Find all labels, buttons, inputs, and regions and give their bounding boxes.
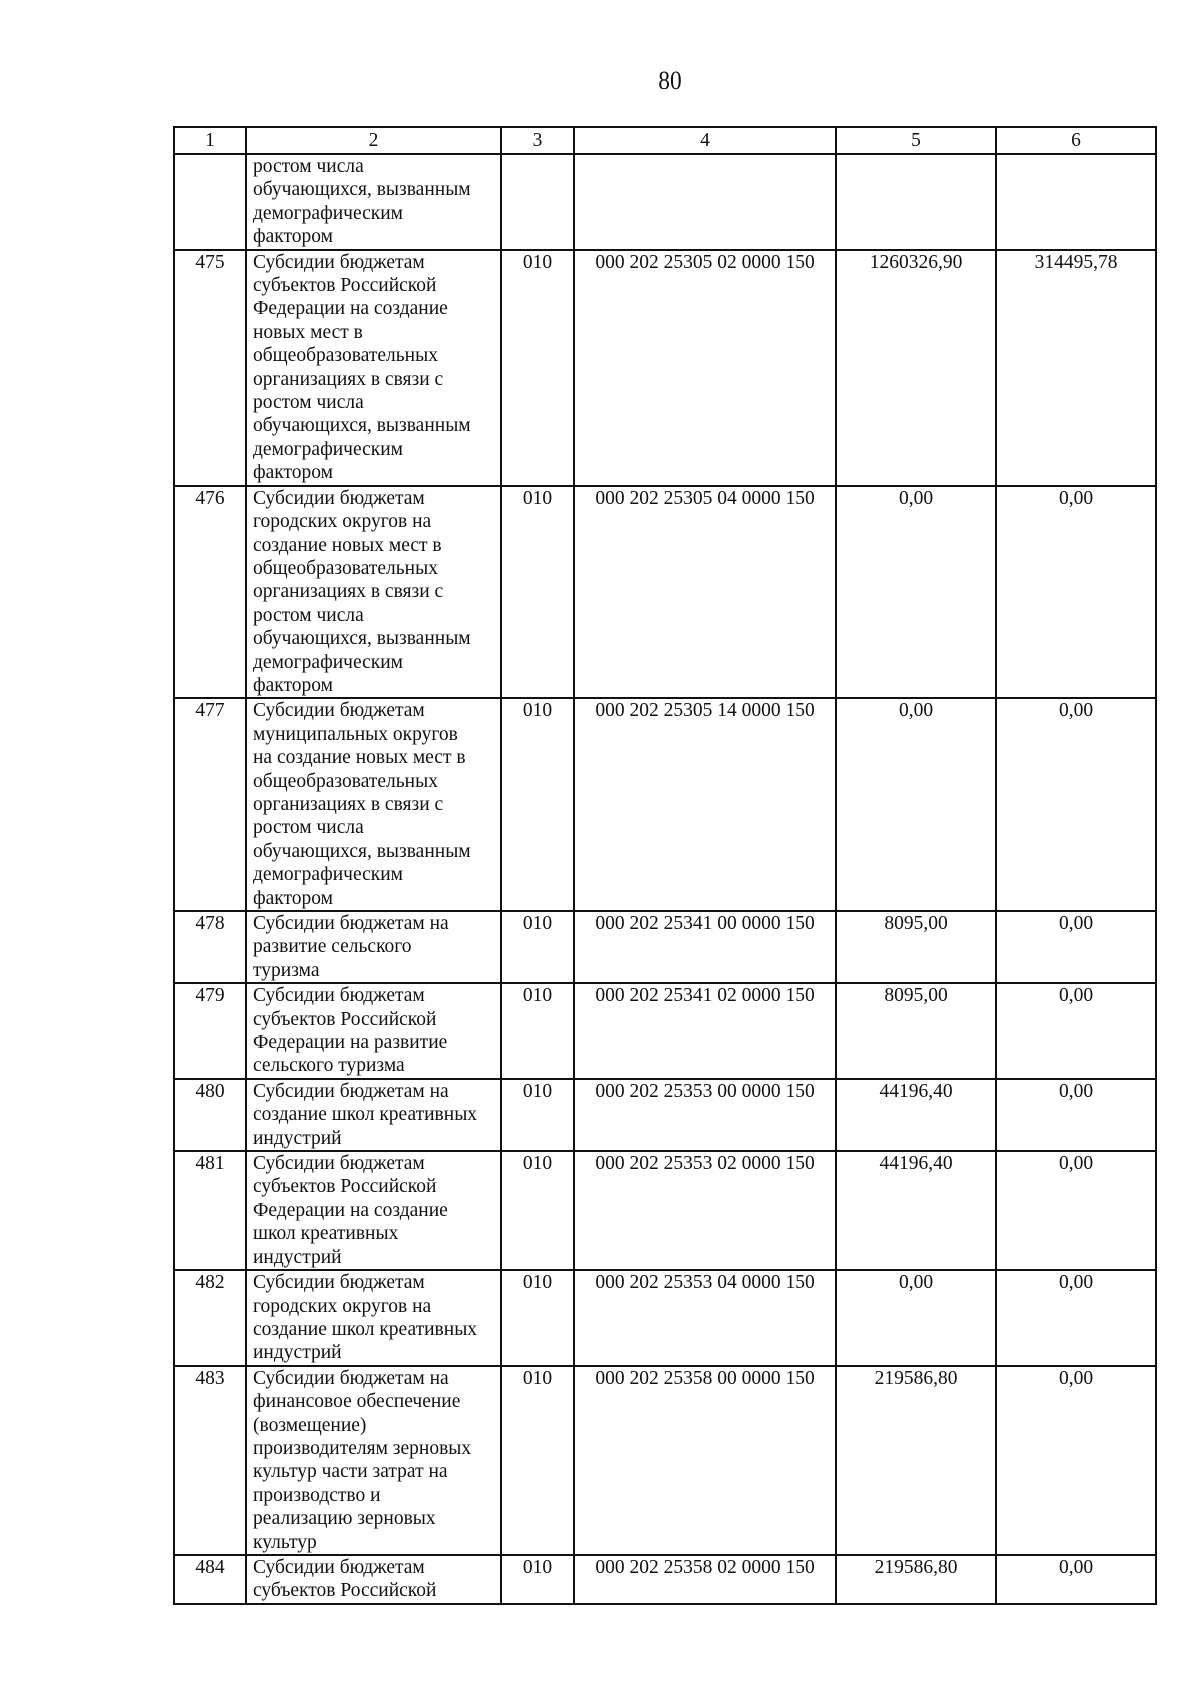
row-sum-actual: 0,00 <box>996 1079 1156 1151</box>
row-number: 481 <box>174 1151 246 1270</box>
row-name-line: демографическим <box>253 864 403 886</box>
row-name-line: субъектов Российской <box>253 1008 437 1030</box>
row-name-line: создание школ креативных <box>253 1104 478 1126</box>
row-name-line: Субсидии бюджетам <box>253 1556 425 1578</box>
row-name-line: развитие сельского <box>253 936 412 958</box>
row-name-line: общеобразовательных <box>253 557 438 579</box>
row-sum-plan: 0,00 <box>836 486 996 699</box>
row-name-line: обучающихся, вызванным <box>253 415 471 437</box>
row-name-line: Субсидии бюджетам <box>253 985 425 1007</box>
table-row <box>174 1366 1156 1555</box>
column-number-2: 2 <box>246 127 501 154</box>
page-number: 80 <box>658 66 682 95</box>
row-name-line: финансовое обеспечение <box>253 1391 461 1413</box>
row-name-line: культур части затрат на <box>253 1461 448 1483</box>
table-row <box>174 1079 1156 1151</box>
column-number-6: 6 <box>996 127 1156 154</box>
row-sum-plan: 219586,80 <box>836 1555 996 1604</box>
column-number-5: 5 <box>836 127 996 154</box>
row-name-line: туризма <box>253 959 320 981</box>
row-budget-code: 000 202 25305 02 0000 150 <box>574 250 836 486</box>
row-name-line: (возмещение) <box>253 1414 367 1436</box>
row-sum-plan: 44196,40 <box>836 1151 996 1270</box>
row-name-line: Федерации на создание <box>253 298 448 320</box>
table-row <box>174 250 1156 486</box>
column-number-1: 1 <box>174 127 246 154</box>
budget-table <box>173 126 1157 1605</box>
row-sum-actual: 0,00 <box>996 1555 1156 1604</box>
row-budget-code: 000 202 25305 14 0000 150 <box>574 698 836 911</box>
row-name-line: ростом числа <box>253 156 364 177</box>
row-name <box>246 1079 501 1151</box>
row-budget-code: 000 202 25358 02 0000 150 <box>574 1555 836 1604</box>
row-name-line: индустрий <box>253 1342 342 1364</box>
row-name-line: ростом числа <box>253 817 364 839</box>
row-name-line: школ креативных <box>253 1223 399 1245</box>
row-admin-code: 010 <box>501 1366 574 1555</box>
row-name <box>246 698 501 911</box>
row-name-line: демографическим <box>253 202 403 224</box>
row-budget-code: 000 202 25341 00 0000 150 <box>574 911 836 983</box>
table-row <box>174 911 1156 983</box>
row-name <box>246 911 501 983</box>
row-name-line: Субсидии бюджетам <box>253 251 425 273</box>
row-name-line: субъектов Российской <box>253 1580 437 1602</box>
row-budget-code <box>574 154 836 250</box>
table-row <box>174 983 1156 1079</box>
row-name-line: индустрий <box>253 1127 342 1149</box>
row-name-line: обучающихся, вызванным <box>253 179 471 201</box>
row-name-line: Субсидии бюджетам <box>253 487 425 509</box>
row-name-line: ростом числа <box>253 604 364 626</box>
row-sum-actual: 314495,78 <box>996 250 1156 486</box>
row-sum-actual: 0,00 <box>996 486 1156 699</box>
row-name-line: Федерации на создание <box>253 1199 448 1221</box>
column-number-4: 4 <box>574 127 836 154</box>
row-admin-code: 010 <box>501 1151 574 1270</box>
row-name-line: муниципальных округов <box>253 723 458 745</box>
table-row <box>174 1270 1156 1366</box>
row-admin-code: 010 <box>501 1555 574 1604</box>
row-admin-code: 010 <box>501 1270 574 1366</box>
row-sum-actual: 0,00 <box>996 698 1156 911</box>
row-name-line: Субсидии бюджетам на <box>253 1367 449 1389</box>
row-sum-plan: 219586,80 <box>836 1366 996 1555</box>
row-name-line: на создание новых мест в <box>253 747 466 769</box>
row-budget-code: 000 202 25305 04 0000 150 <box>574 486 836 699</box>
row-number: 479 <box>174 983 246 1079</box>
row-name-line: Субсидии бюджетам на <box>253 913 449 934</box>
row-number <box>174 154 246 250</box>
row-number: 484 <box>174 1555 246 1604</box>
row-sum-plan: 44196,40 <box>836 1079 996 1151</box>
row-budget-code: 000 202 25353 00 0000 150 <box>574 1079 836 1151</box>
row-sum-actual: 0,00 <box>996 1366 1156 1555</box>
row-name <box>246 1270 501 1366</box>
row-budget-code: 000 202 25358 00 0000 150 <box>574 1366 836 1555</box>
row-name-line: организациях в связи с <box>253 368 444 390</box>
row-name-line: Субсидии бюджетам <box>253 1153 425 1175</box>
row-sum-plan: 8095,00 <box>836 983 996 1079</box>
row-name-line: городских округов на <box>253 1295 432 1317</box>
row-name-line: Субсидии бюджетам на <box>253 1080 449 1102</box>
row-name-line: Субсидии бюджетам <box>253 1272 425 1294</box>
row-name-line: городских округов на <box>253 511 432 533</box>
row-admin-code: 010 <box>501 911 574 983</box>
row-sum-plan: 0,00 <box>836 1270 996 1366</box>
row-name-line: фактором <box>253 887 333 909</box>
column-number-row <box>174 127 1156 154</box>
row-name-line: обучающихся, вызванным <box>253 628 471 650</box>
row-name <box>246 250 501 486</box>
row-name-line: организациях в связи с <box>253 581 444 603</box>
row-name-line: Федерации на развитие <box>253 1032 448 1054</box>
row-number: 476 <box>174 486 246 699</box>
table-row <box>174 698 1156 911</box>
row-sum-actual: 0,00 <box>996 983 1156 1079</box>
row-name-line: производство и <box>253 1484 381 1506</box>
row-name-line: сельского туризма <box>253 1055 405 1077</box>
row-name <box>246 1151 501 1270</box>
row-name-line: фактором <box>253 462 333 484</box>
row-budget-code: 000 202 25353 02 0000 150 <box>574 1151 836 1270</box>
row-admin-code <box>501 154 574 250</box>
row-name-line: субъектов Российской <box>253 275 437 297</box>
row-budget-code: 000 202 25341 02 0000 150 <box>574 983 836 1079</box>
row-name <box>246 154 501 250</box>
row-name-line: Субсидии бюджетам <box>253 700 425 722</box>
row-name <box>246 983 501 1079</box>
row-name-line: субъектов Российской <box>253 1176 437 1198</box>
row-name-line: реализацию зерновых <box>253 1508 436 1530</box>
row-name-line: обучающихся, вызванным <box>253 840 471 862</box>
row-sum-plan: 0,00 <box>836 698 996 911</box>
row-name-line: производителям зерновых <box>253 1437 472 1459</box>
row-name-line: культур <box>253 1531 317 1553</box>
row-sum-plan <box>836 154 996 250</box>
row-name <box>246 1366 501 1555</box>
row-number: 480 <box>174 1079 246 1151</box>
row-admin-code: 010 <box>501 250 574 486</box>
row-name-line: индустрий <box>253 1246 342 1268</box>
row-name-line: общеобразовательных <box>253 345 438 367</box>
row-admin-code: 010 <box>501 983 574 1079</box>
row-sum-plan: 1260326,90 <box>836 250 996 486</box>
row-name-line: новых мест в <box>253 321 363 343</box>
row-number: 477 <box>174 698 246 911</box>
row-sum-actual: 0,00 <box>996 911 1156 983</box>
row-sum-actual <box>996 154 1156 250</box>
row-name-line: фактором <box>253 226 333 248</box>
row-name-line: организациях в связи с <box>253 793 444 815</box>
row-name-line: общеобразовательных <box>253 770 438 792</box>
row-name-line: фактором <box>253 674 333 696</box>
row-name-line: демографическим <box>253 438 403 460</box>
row-sum-plan: 8095,00 <box>836 911 996 983</box>
table-body <box>174 154 1156 1604</box>
table-row <box>174 486 1156 699</box>
row-name-line: демографическим <box>253 651 403 673</box>
table-row <box>174 1555 1156 1604</box>
row-admin-code: 010 <box>501 486 574 699</box>
row-admin-code: 010 <box>501 1079 574 1151</box>
row-name-line: создание новых мест в <box>253 534 442 556</box>
row-name-line: создание школ креативных <box>253 1318 478 1340</box>
row-number: 478 <box>174 911 246 983</box>
row-budget-code: 000 202 25353 04 0000 150 <box>574 1270 836 1366</box>
row-name <box>246 486 501 699</box>
row-number: 475 <box>174 250 246 486</box>
table-row <box>174 1151 1156 1270</box>
row-admin-code: 010 <box>501 698 574 911</box>
row-name-line: ростом числа <box>253 392 364 414</box>
column-number-3: 3 <box>501 127 574 154</box>
row-sum-actual: 0,00 <box>996 1270 1156 1366</box>
table-row <box>174 154 1156 250</box>
row-number: 482 <box>174 1270 246 1366</box>
row-name <box>246 1555 501 1604</box>
row-number: 483 <box>174 1366 246 1555</box>
row-sum-actual: 0,00 <box>996 1151 1156 1270</box>
